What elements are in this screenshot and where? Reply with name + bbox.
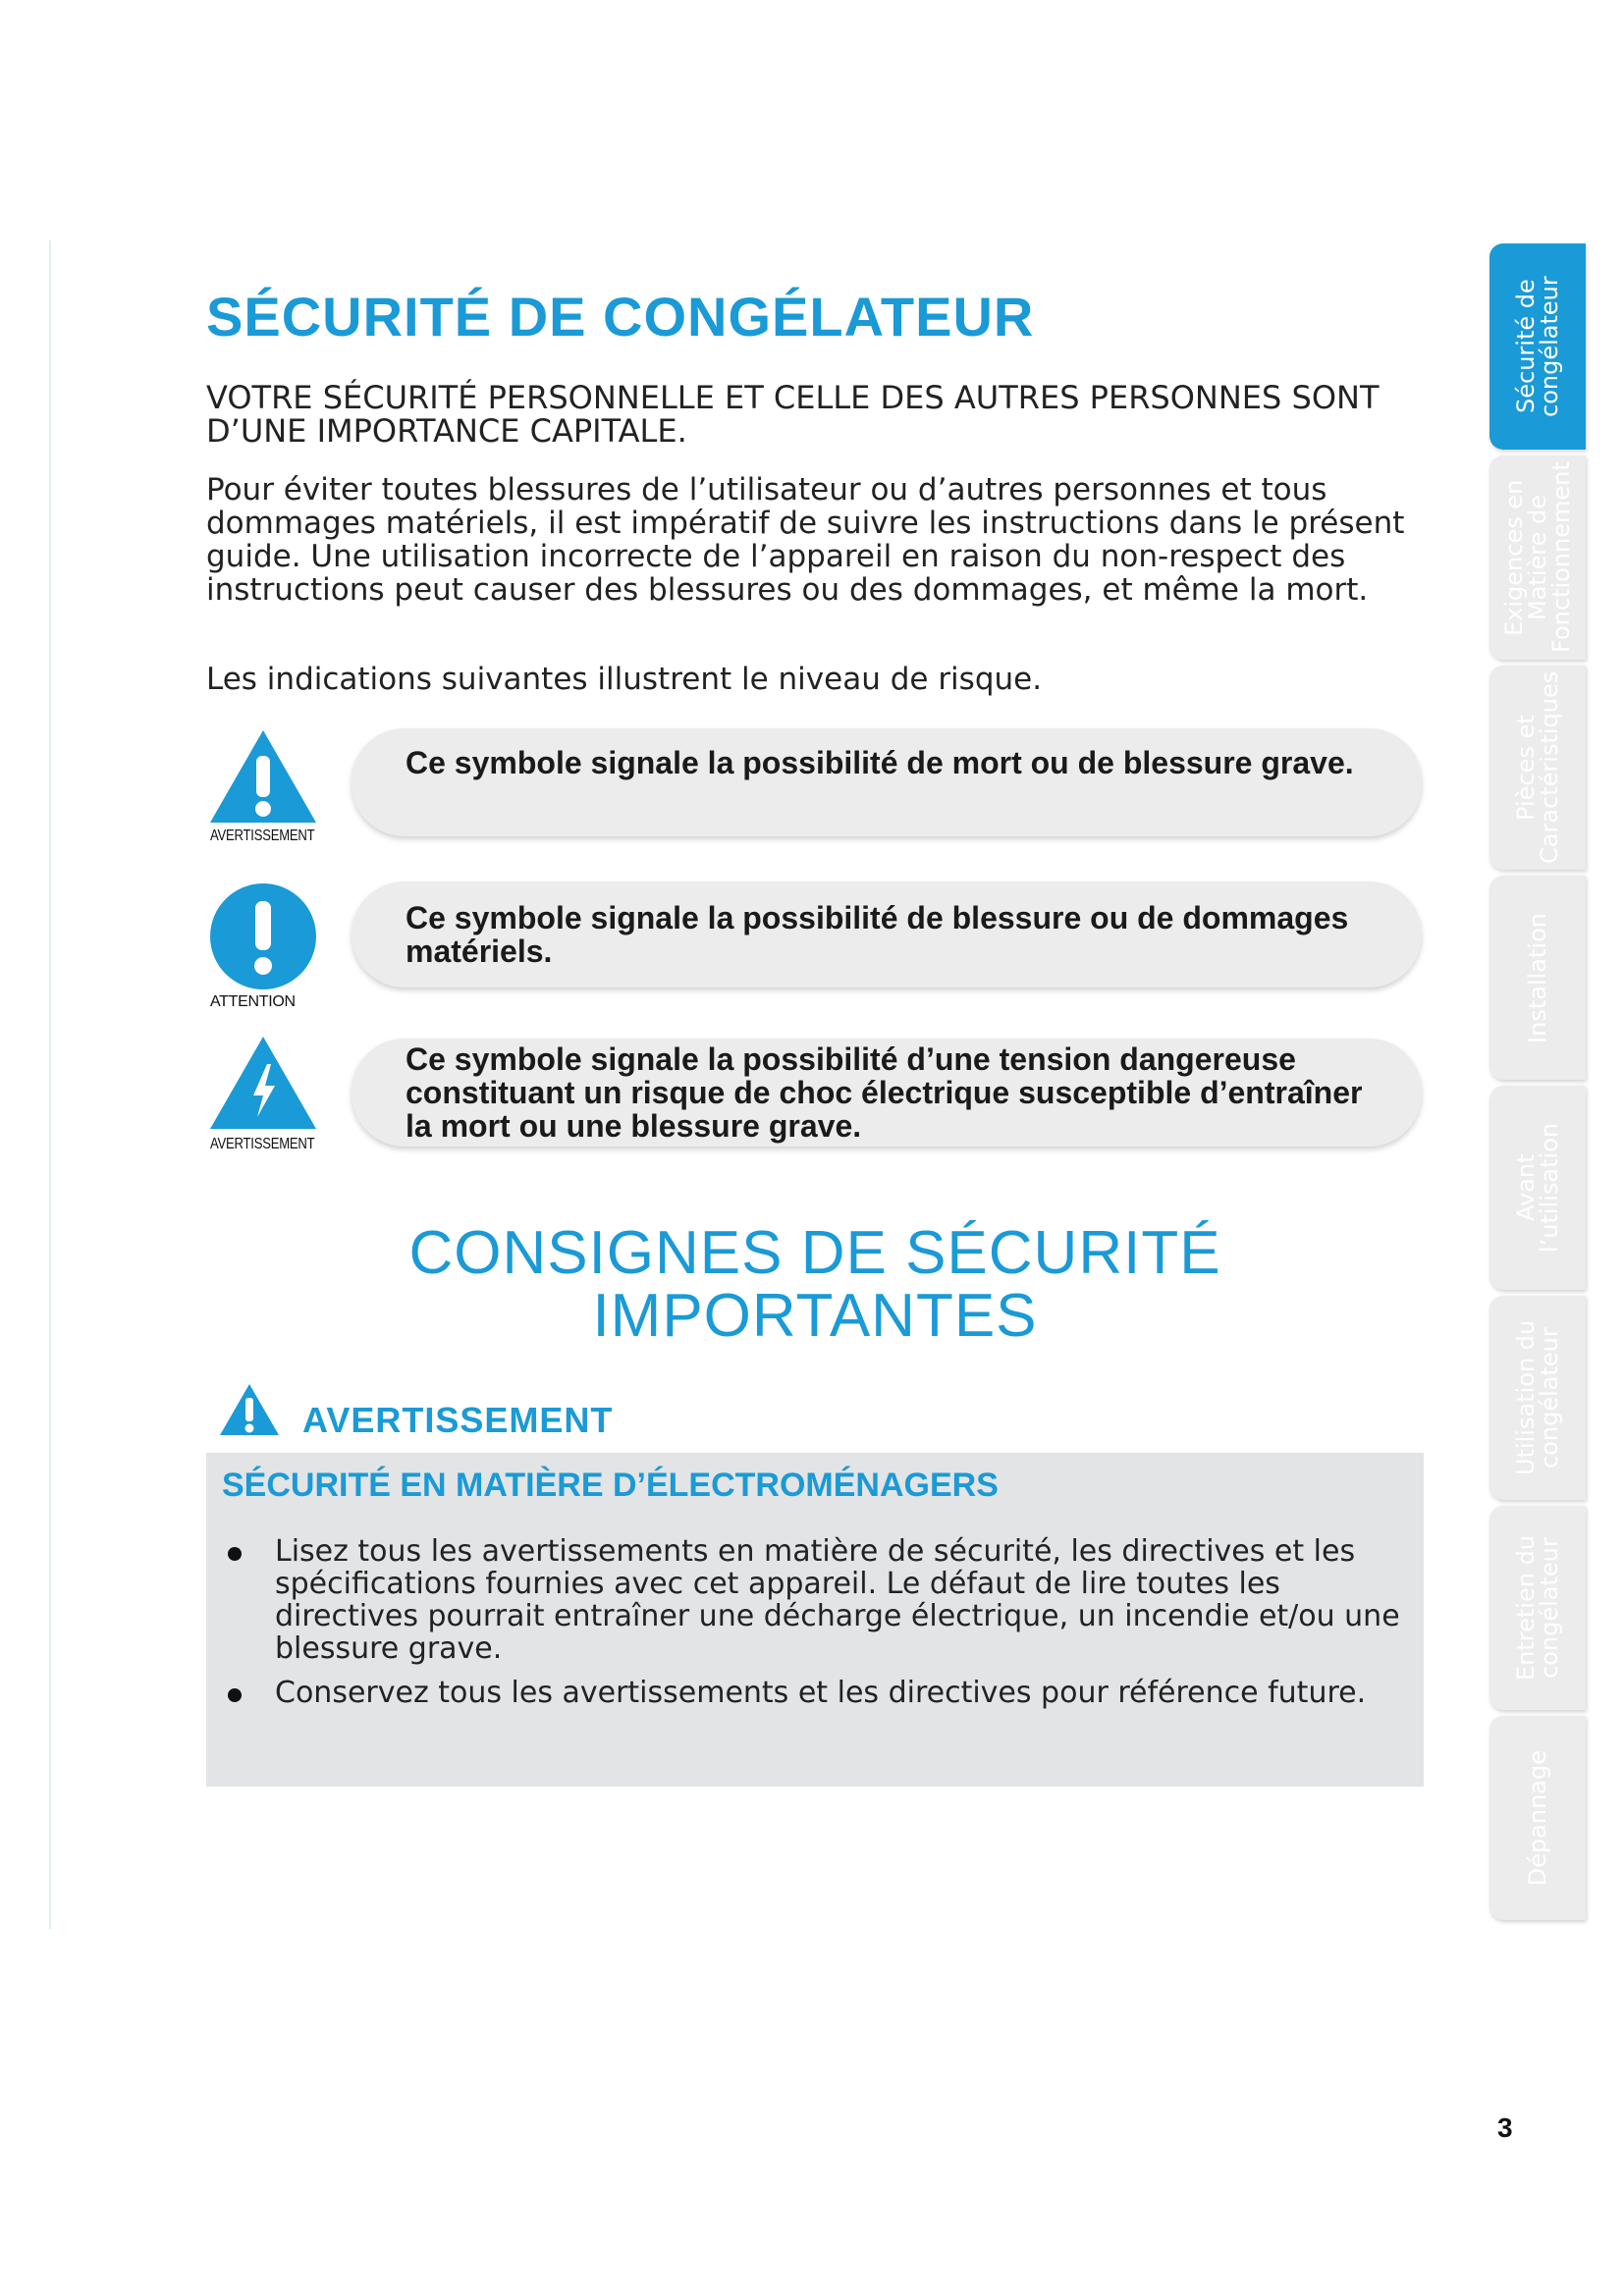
tab-label: Pièces et Caractéristiques (1512, 670, 1563, 865)
electric-shock-icon (208, 1035, 318, 1131)
list-item (206, 1677, 1414, 1709)
page-subtitle: VOTRE SÉCURITÉ PERSONNELLE ET CELLE DES AUTRES PERSONNES SONT D’UNE IMPORTANCE CAPITALE. (206, 379, 1380, 450)
symbol-description-box (352, 1039, 1422, 1147)
consignes-line-2: IMPORTANTES (592, 1282, 1038, 1350)
page-number: 3 (1497, 2112, 1513, 2143)
symbol-description: Ce symbole signale la possibilité de blessure ou de dommages matériels. (406, 900, 1349, 969)
tab-label: Exigences en Matière de Fonctionnement (1500, 461, 1575, 654)
attention-circle-icon (208, 881, 318, 991)
tab-label: Entretien du congélateur (1512, 1534, 1563, 1682)
tab-securite-de-congelateur[interactable] (1489, 243, 1586, 450)
symbol-label-attention: ATTENTION (210, 993, 296, 1010)
symbol-label-avertissement: AVERTISSEMENT (210, 1136, 315, 1152)
warning-heading: AVERTISSEMENT (302, 1400, 614, 1440)
symbol-description: Ce symbole signale la possibilité d’une tension dangereuse constituant un risque de choc électrique susceptible d’entraîner la mort ou une blessure grave. (406, 1041, 1363, 1144)
tab-label: Installation (1524, 912, 1551, 1043)
left-margin-rule (49, 240, 51, 1929)
appliance-safety-box (206, 1453, 1424, 1787)
warning-triangle-icon (208, 728, 318, 825)
symbol-description: Ce symbole signale la possibilité de mort ou de blessure grave. (406, 745, 1354, 780)
symbol-description-box (352, 881, 1422, 988)
bullet-text: Conservez tous les avertissements et les directives pour référence future. (275, 1676, 1367, 1710)
tab-label: Sécurité de congélateur (1512, 276, 1563, 417)
list-item (206, 1535, 1414, 1665)
tab-label: Avant l’utilisation (1512, 1122, 1563, 1254)
tab-installation[interactable] (1489, 876, 1586, 1080)
bullet-icon (228, 1547, 242, 1561)
tab-pieces-caracteristiques[interactable] (1489, 666, 1586, 870)
appliance-safety-heading: SÉCURITÉ EN MATIÈRE D’ÉLECTROMÉNAGERS (222, 1467, 999, 1504)
safety-bullet-list (206, 1535, 1414, 1721)
warning-triangle-icon (218, 1382, 281, 1437)
page-title: SÉCURITÉ DE CONGÉLATEUR (206, 286, 1035, 347)
tab-avant-utilisation[interactable] (1489, 1086, 1586, 1290)
symbol-description-box (352, 728, 1422, 836)
bullet-icon (228, 1688, 242, 1702)
intro-paragraph: Pour éviter toutes blessures de l’utilisateur ou d’autres personnes et tous dommages matériels, il est impératif de suivre les instructions dans le présent guide. Une utilisation incorrecte de l’appareil en raison du non-respect des instructions peut causer des blessures ou des dommages, et même la mort. (206, 472, 1405, 608)
tab-label: Utilisation du congélateur (1512, 1319, 1563, 1476)
important-safety-instructions-title (206, 1219, 1424, 1350)
tab-exigences-fonctionnement[interactable] (1489, 455, 1586, 660)
risk-level-intro: Les indications suivantes illustrent le niveau de risque. (206, 662, 1043, 697)
symbol-label-avertissement: AVERTISSEMENT (210, 828, 315, 844)
tab-depannage[interactable] (1489, 1716, 1586, 1920)
tab-label: Dépannage (1524, 1749, 1551, 1887)
tab-utilisation-congelateur[interactable] (1489, 1296, 1586, 1500)
tab-entretien-congelateur[interactable] (1489, 1506, 1586, 1710)
consignes-line-1: CONSIGNES DE SÉCURITÉ (408, 1219, 1221, 1287)
bullet-text: Lisez tous les avertissements en matière de sécurité, les directives et les spécifications fournies avec cet appareil. Le défaut de lire toutes les directives pourrait entraîner une décharge électrique, un incendie et/ou une blessure grave. (275, 1534, 1400, 1666)
